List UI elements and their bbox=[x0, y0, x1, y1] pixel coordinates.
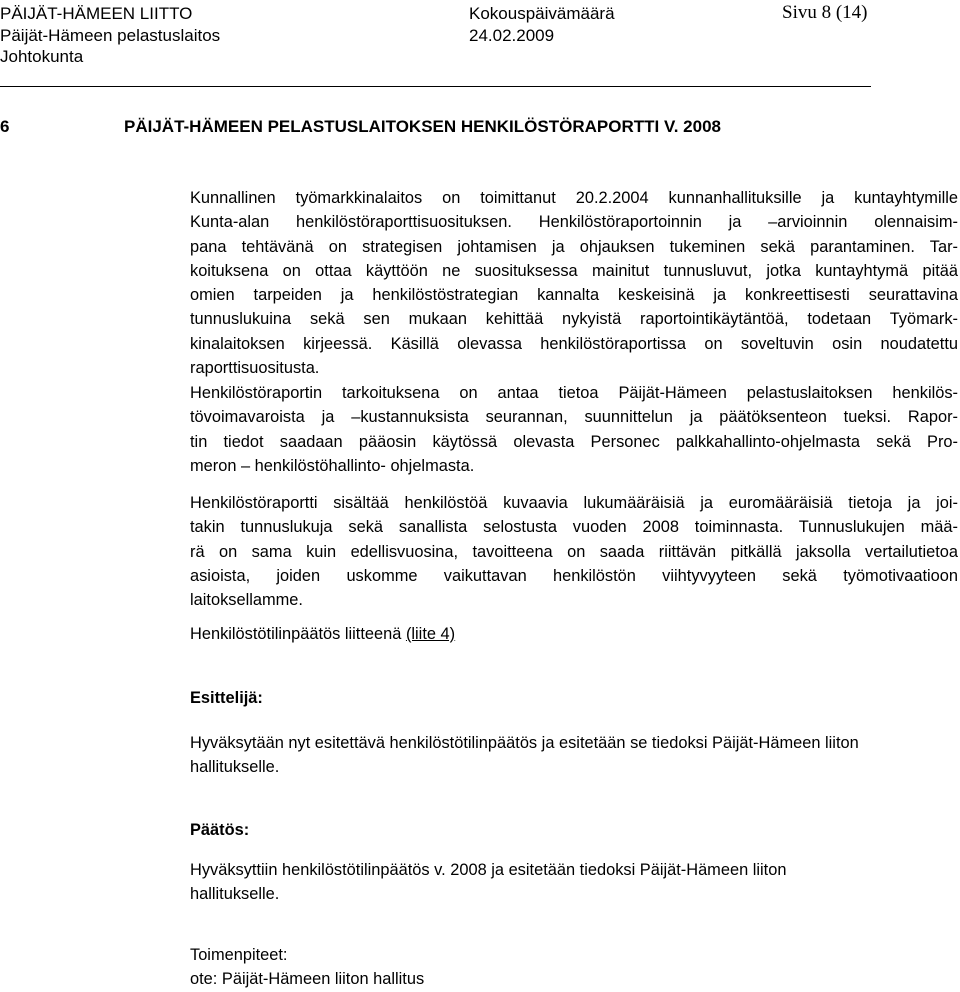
paragraph-purpose bbox=[190, 381, 958, 478]
page-number: 8 (14) bbox=[821, 2, 868, 23]
text-line: asioista, joiden uskomme vaikuttavan henkilöstön viihtyvyyteen sekä työmotivaatioon bbox=[190, 566, 958, 585]
header-org: PÄIJÄT-HÄMEEN LIITTO bbox=[0, 4, 193, 23]
header-divider bbox=[0, 86, 871, 87]
text-line: hallitukselle. bbox=[190, 758, 280, 777]
text-line: rä on sama kuin edellisvuosina, tavoitteena on saada riittävän pitkällä jaksolla vertailutietoa bbox=[190, 542, 958, 561]
text-line: raporttisuositusta. bbox=[190, 359, 320, 378]
actions-value: ote: Päijät-Hämeen liiton hallitus bbox=[190, 970, 425, 989]
text-line: omien tarpeiden ja henkilöstöstrategian kannalta keskeisinä ja konkreettisesti seurattavina bbox=[190, 286, 958, 305]
text-line: Hyväksytään nyt esitettävä henkilöstötilinpäätös ja esitetään se tiedoksi Päijät-Hämeen liiton bbox=[190, 734, 859, 752]
paragraph-intro bbox=[190, 186, 958, 380]
text-line: kinalaitoksen kirjeessä. Käsillä olevassa henkilöstöraportissa on soveltuvin osin noudatettu bbox=[190, 334, 958, 353]
text-line: pana tehtävänä on strategisen johtamisen ja ohjauksen tukeminen sekä parantaminen. Tar- bbox=[190, 237, 958, 256]
section-number: 6 bbox=[0, 117, 10, 136]
decision-heading: Päätös: bbox=[190, 821, 250, 839]
decision-text bbox=[190, 858, 958, 907]
page-label: Sivu bbox=[782, 2, 817, 23]
text-line: tin tiedot saadaan pääosin käytössä olevasta Personec palkkahallinto-ohjelmasta sekä Pro- bbox=[190, 432, 958, 451]
paragraph-content bbox=[190, 491, 958, 612]
attachment-link[interactable]: (liite 4) bbox=[405, 625, 456, 643]
header-body: Johtokunta bbox=[0, 47, 84, 66]
text-line: Henkilöstöraportti sisältää henkilöstöä kuvaavia lukumääräisiä ja euromääräisiä tietoja ja joi- bbox=[190, 494, 958, 512]
text-line: takin tunnuslukuja sekä sanallista selostusta vuoden 2008 toiminnasta. Tunnuslukujen mää- bbox=[190, 518, 958, 537]
text-line: koituksena on ottaa käyttöön ne suosituksessa mainitut tunnusluvut, jotka kuntayhtymä pitää bbox=[190, 261, 958, 280]
page-indicator bbox=[782, 3, 868, 23]
actions-block bbox=[190, 943, 958, 992]
section-title: PÄIJÄT-HÄMEEN PELASTUSLAITOKSEN HENKILÖSTÖRAPORTTI V. 2008 bbox=[124, 117, 721, 136]
meeting-date-label: Kokouspäivämäärä bbox=[469, 4, 615, 23]
presenter-heading: Esittelijä: bbox=[190, 689, 263, 707]
presenter-proposal bbox=[190, 731, 958, 780]
text-line: Kunta-alan henkilöstöraporttisuosituksen. Henkilöstöraportoinnin ja –arvioinnin olennaisim- bbox=[190, 213, 958, 232]
meeting-date-value: 24.02.2009 bbox=[469, 26, 555, 45]
text-line: Kunnallinen työmarkkinalaitos on toimittanut 20.2.2004 kunnanhallituksille ja kuntayhtymille bbox=[190, 189, 958, 207]
text-line: laitoksellamme. bbox=[190, 591, 303, 610]
attachment-text: Henkilöstötilinpäätös liitteenä bbox=[190, 625, 406, 643]
actions-label: Toimenpiteet: bbox=[190, 946, 288, 964]
text-line: meron – henkilöstöhallinto- ohjelmasta. bbox=[190, 456, 475, 475]
text-line: tunnuslukuina sekä sen mukaan kehittää nykyistä raportointikäytäntöä, todetaan Työmark- bbox=[190, 310, 958, 329]
attachment-reference bbox=[190, 622, 958, 646]
text-line: Hyväksyttiin henkilöstötilinpäätös v. 2008 ja esitetään tiedoksi Päijät-Hämeen liiton bbox=[190, 861, 787, 879]
text-line: hallitukselle. bbox=[190, 885, 280, 904]
text-line: tövoimavaroista ja –kustannuksista seurannan, suunnittelun ja päätöksenteon tueksi. Rapor- bbox=[190, 408, 958, 427]
header-dept: Päijät-Hämeen pelastuslaitos bbox=[0, 26, 221, 45]
text-line: Henkilöstöraportin tarkoituksena on antaa tietoa Päijät-Hämeen pelastuslaitoksen henkilös- bbox=[190, 384, 958, 402]
